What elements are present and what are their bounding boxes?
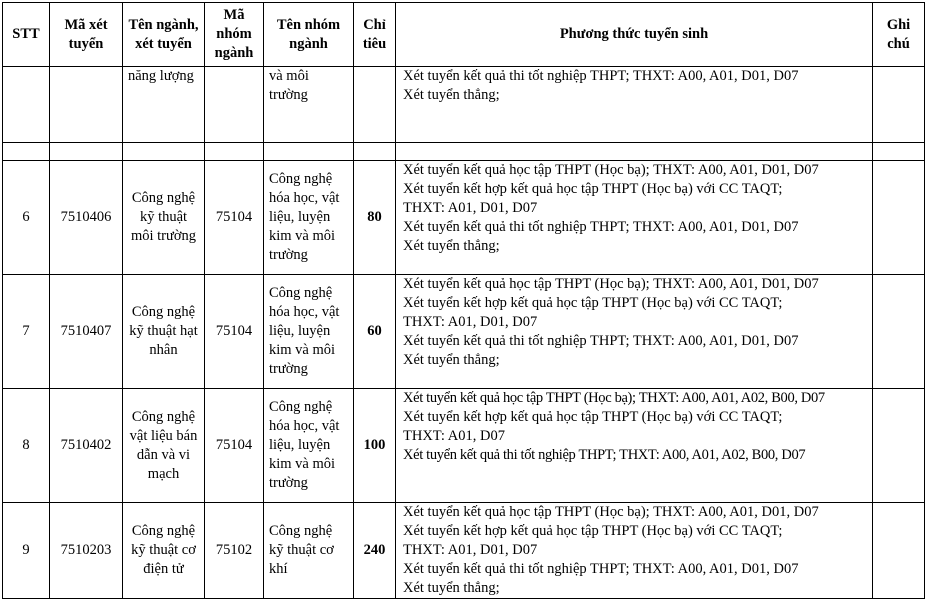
method-line: Xét tuyển kết hợp kết quả học tập THPT (Học bạ) với CC TAQT; — [403, 295, 783, 311]
cell-code: 7510407 — [50, 275, 123, 389]
cell-methods — [396, 161, 873, 275]
cell-quota: 100 — [354, 389, 396, 503]
method-line: Xét tuyển kết quả thi tốt nghiệp THPT; THXT: A00, A01, D01, D07 — [403, 333, 799, 349]
header-stt: STT — [3, 3, 50, 67]
method-line: Xét tuyển thẳng; — [403, 87, 500, 103]
method-line: THXT: A01, D07 — [403, 428, 505, 444]
header-row — [3, 3, 925, 67]
cell-note — [873, 67, 925, 143]
cell-group-code: 75104 — [205, 275, 264, 389]
cell-group-name: và môi trường — [264, 67, 354, 143]
method-line: Xét tuyển kết hợp kết quả học tập THPT (Học bạ) với CC TAQT; — [403, 181, 783, 197]
cell-group-code: 75104 — [205, 161, 264, 275]
cell-code: 7510406 — [50, 161, 123, 275]
method-line: Xét tuyển kết quả thi tốt nghiệp THPT; THXT: A00, A01, D01, D07 — [403, 68, 799, 84]
method-line: Xét tuyển kết quả học tập THPT (Học bạ); THXT: A00, A01, D01, D07 — [403, 504, 819, 520]
method-line: Xét tuyển thẳng; — [403, 238, 500, 254]
cell-methods — [396, 67, 873, 143]
table-row-continued — [3, 67, 925, 143]
cell-group-code: 75104 — [205, 389, 264, 503]
cell-methods — [396, 275, 873, 389]
cell-methods — [396, 389, 873, 503]
method-line: Xét tuyển kết quả thi tốt nghiệp THPT; THXT: A00, A01, D01, D07 — [403, 561, 799, 577]
method-line: THXT: A01, D01, D07 — [403, 542, 538, 558]
method-line: Xét tuyển thẳng; — [403, 580, 500, 596]
cell-group-code — [205, 67, 264, 143]
method-line: THXT: A01, D01, D07 — [403, 200, 538, 216]
method-line: Xét tuyển kết quả học tập THPT (Học bạ); THXT: A00, A01, A02, B00, D07 — [403, 390, 825, 406]
method-line: Xét tuyển kết quả thi tốt nghiệp THPT; THXT: A00, A01, A02, B00, D07 — [403, 447, 806, 463]
cell-note — [873, 389, 925, 503]
cell-quota: 240 — [354, 503, 396, 599]
cell-group-name: Công nghệ hóa học, vật liệu, luyện kim và môi trường — [264, 161, 354, 275]
cell-stt: 6 — [3, 161, 50, 275]
cell-stt: 9 — [3, 503, 50, 599]
table-row — [3, 161, 925, 275]
cell-stt: 8 — [3, 389, 50, 503]
cell-quota: 60 — [354, 275, 396, 389]
cell-stt: 7 — [3, 275, 50, 389]
cell-methods — [396, 503, 873, 599]
method-line: THXT: A01, D01, D07 — [403, 314, 538, 330]
method-line: Xét tuyển kết quả thi tốt nghiệp THPT; THXT: A00, A01, D01, D07 — [403, 219, 799, 235]
cell-stt — [3, 67, 50, 143]
cell-code: 7510203 — [50, 503, 123, 599]
method-line: Xét tuyển kết quả học tập THPT (Học bạ); THXT: A00, A01, D01, D07 — [403, 162, 819, 178]
method-line: Xét tuyển kết hợp kết quả học tập THPT (Học bạ) với CC TAQT; — [403, 523, 783, 539]
cell-name: Công nghệ vật liệu bán dẫn và vi mạch — [123, 389, 205, 503]
cell-quota: 80 — [354, 161, 396, 275]
cell-name: Công nghệ kỹ thuật cơ điện tử — [123, 503, 205, 599]
cell-name: năng lượng — [123, 67, 205, 143]
cell-code: 7510402 — [50, 389, 123, 503]
table-row — [3, 389, 925, 503]
header-group-code: Mã nhóm ngành — [205, 3, 264, 67]
header-code: Mã xét tuyển — [50, 3, 123, 67]
table-row — [3, 503, 925, 599]
cell-group-name: Công nghệ hóa học, vật liệu, luyện kim và môi trường — [264, 389, 354, 503]
method-line: Xét tuyển kết hợp kết quả học tập THPT (Học bạ) với CC TAQT; — [403, 409, 783, 425]
header-group-name: Tên nhóm ngành — [264, 3, 354, 67]
cell-note — [873, 161, 925, 275]
table-row — [3, 275, 925, 389]
method-line: Xét tuyển kết quả học tập THPT (Học bạ); THXT: A00, A01, D01, D07 — [403, 276, 819, 292]
cell-name: Công nghệ kỹ thuật môi trường — [123, 161, 205, 275]
cell-group-name: Công nghệ kỹ thuật cơ khí — [264, 503, 354, 599]
header-note: Ghi chú — [873, 3, 925, 67]
cell-quota — [354, 67, 396, 143]
cell-group-code: 75102 — [205, 503, 264, 599]
cell-note — [873, 503, 925, 599]
header-name: Tên ngành, xét tuyển — [123, 3, 205, 67]
table-row-spacer — [3, 143, 925, 161]
method-line: Xét tuyển thẳng; — [403, 352, 500, 368]
cell-code — [50, 67, 123, 143]
cell-group-name: Công nghệ hóa học, vật liệu, luyện kim và môi trường — [264, 275, 354, 389]
cell-note — [873, 275, 925, 389]
header-methods: Phương thức tuyển sinh — [396, 3, 873, 67]
cell-name: Công nghệ kỹ thuật hạt nhân — [123, 275, 205, 389]
header-quota: Chỉ tiêu — [354, 3, 396, 67]
admissions-table — [2, 2, 925, 599]
